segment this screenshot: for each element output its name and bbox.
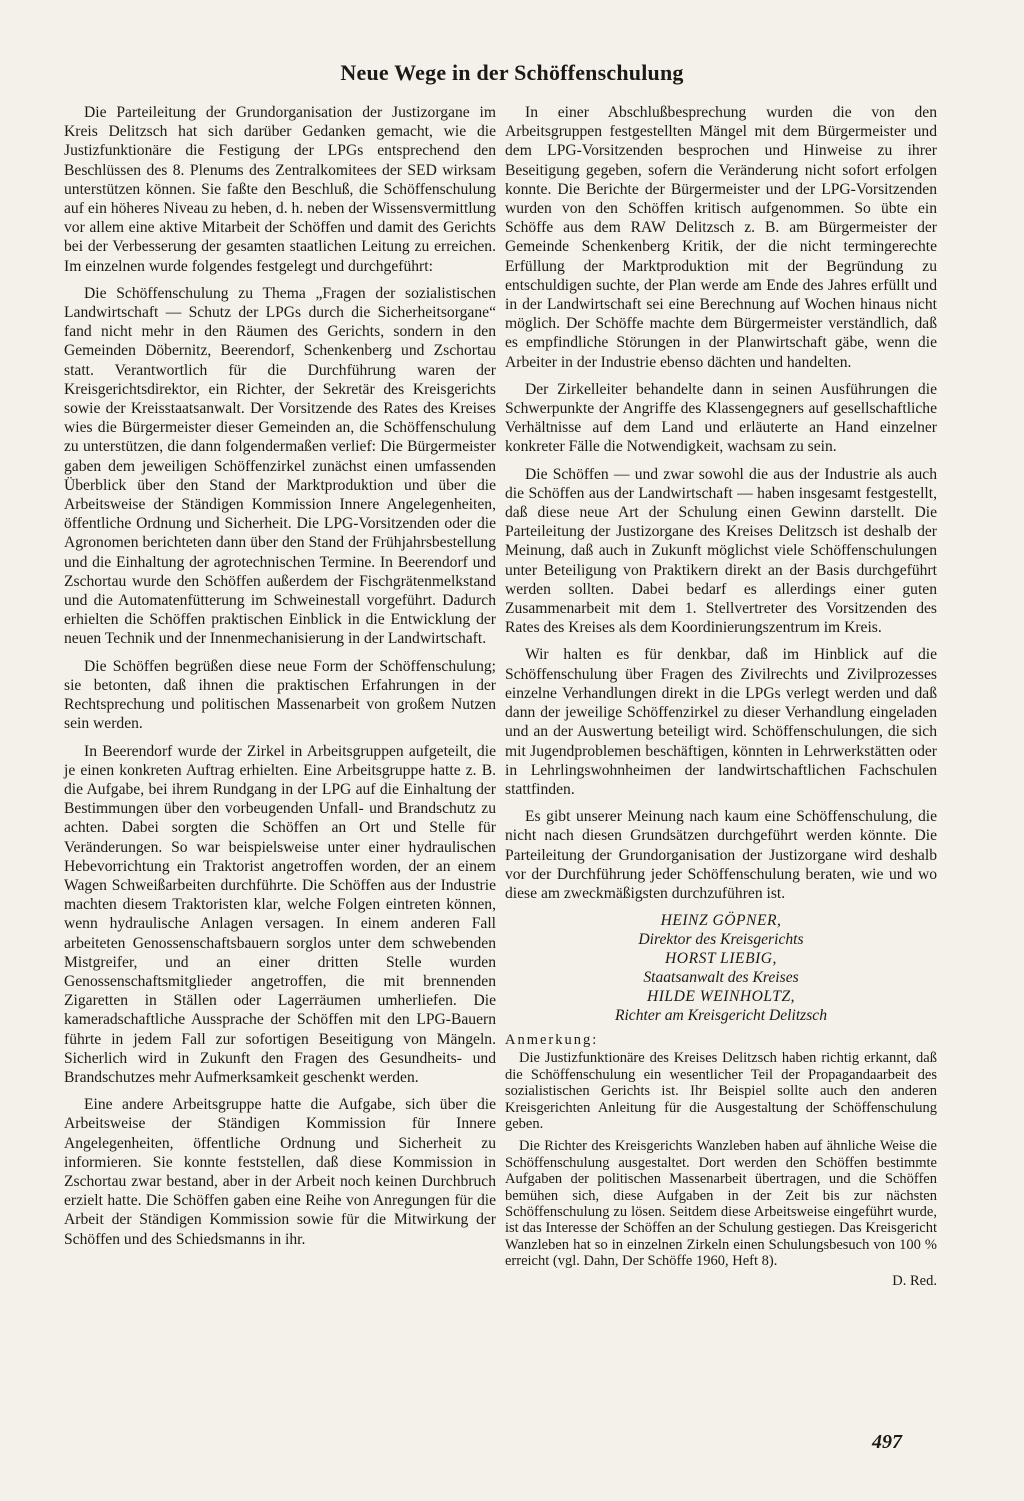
signature-role: Staatsanwalt des Kreises bbox=[643, 969, 799, 987]
note-paragraph: Die Justizfunktionäre des Kreises Delitzsch haben richtig erkannt, daß die Schöffenschulung ein wesentlicher Teil der Propagandaarbeit des sozialistischen Gerichts ist. Ihr Beispiel sollte auch den anderen Kreisgerichten Anleitung für die Ausgestaltung der Schöffenschulung geben. bbox=[505, 1050, 937, 1132]
paragraph: Der Zirkelleiter behandelte dann in seinen Ausführungen die Schwerpunkte der Angriffe des Klassengegners auf gesellschaftliche Verhältnisse auf dem Land und erläuterte an Hand einzelner konkreter Fälle die Notwendigkeit, wachsam zu sein. bbox=[505, 380, 937, 456]
signature-role: Richter am Kreisgericht Delitzsch bbox=[614, 1007, 828, 1025]
signature-name: HILDE WEINHOLTZ, bbox=[646, 988, 796, 1006]
signature-name: HEINZ GÖPNER, bbox=[660, 912, 782, 930]
page-number: 497 bbox=[872, 1431, 902, 1453]
paragraph: Die Parteileitung der Grundorganisation der Justizorgane im Kreis Delitzsch hat sich darüber Gedanken gemacht, wie die Justizfunktionäre die Festigung der LPGs entsprechend den Beschlüssen des 8. Plenums des Zentralkomitees der SED wirksam unterstützen können. Sie faßte den Beschluß, die Schöffenschulung auf ein höheres Niveau zu heben, d. h. neben der Wissensvermittlung vor allem eine aktive Mitarbeit der Schöffen und damit des Gerichts bei der Verbesserung der gesamten staatlichen Leitung zu erreichen. Im einzelnen wurde folgendes festgelegt und durchgeführt: bbox=[64, 104, 496, 275]
paragraph: Eine andere Arbeitsgruppe hatte die Aufgabe, sich über die Arbeitsweise der Ständigen Kommission für Innere Angelegenheiten, öffentliche Ordnung und Sicherheit zu informieren. Sie konnte feststellen, daß diese Kommission in Zschortau zwar bestand, aber in der Arbeit noch keinen Durchbruch erzielt hatte. Die Schöffen gaben eine Reihe von Anregungen für die Arbeit der Ständigen Kommission sowie für die Mitwirkung der Schöffen und des Schiedsmanns in ihr. bbox=[64, 1096, 496, 1248]
paragraph: In Beerendorf wurde der Zirkel in Arbeitsgruppen aufgeteilt, die je einen konkreten Auftrag erhielten. Eine Arbeitsgruppe hatte z. B. die Aufgabe, bei ihrem Rundgang in der LPG auf die Einhaltung der Bestimmungen über den vorbeugenden Unfall- und Brandschutz zu achten. Dabei sorgten die Schöffen an Ort und Stelle für Veränderungen. So war beispielsweise unter einer hydraulischen Hebevorrichtung ein Traktorist angetroffen worden, der an einem Wagen Schweißarbeiten durchführte. Die Schöffen aus der Industrie machten diesem Traktoristen klar, welche Folgen eintreten können, wenn hydraulische Anlagen versagen. In einem anderen Fall arbeiteten Genossenschaftsbauern sorglos unter dem schwebenden Mistgreifer, und an einer dritten Stelle wurden Genossenschaftsmitglieder angetroffen, die mit brennenden Zigaretten in Ställen oder Lagerräumen umherliefen. Die kameradschaftliche Aussprache der Schöffen mit den LPG-Bauern führte in jedem Fall zur sofortigen Beseitigung von Mängeln. Sicherlich wird in Zukunft den Fragen des Gesundheits- und Brandschutzes mehr Aufmerksamkeit geschenkt werden. bbox=[64, 742, 496, 1086]
left-column bbox=[64, 103, 496, 1257]
note-label: Anmerkung: bbox=[505, 1032, 599, 1049]
editorial-note bbox=[505, 1050, 937, 1269]
paragraph: Wir halten es für denkbar, daß im Hinblick auf die Schöffenschulung über Fragen des Zivilrechts und Zivilprozesses einzelne Verhandlungen direkt in die LPGs verlegt werden und daß dann der jeweilige Schöffenzirkel zu dieser Verhandlung eingeladen und an der Auswertung beteiligt wird. Schöffenschulungen, die sich mit Jugendproblemen beschäftigen, könnten in Lehrwerkstätten oder in Lehrlingswohnheimen der landwirtschaftlichen Fachschulen stattfinden. bbox=[505, 646, 937, 798]
signature-name: HORST LIEBIG, bbox=[665, 950, 777, 968]
signature-role: Direktor des Kreisgerichts bbox=[638, 931, 804, 949]
signature-block bbox=[505, 911, 937, 1025]
note-signature: D. Red. bbox=[892, 1272, 937, 1289]
paragraph: In einer Abschlußbesprechung wurden die von den Arbeitsgruppen festgestellten Mängel mit dem Bürgermeister und dem LPG-Vorsitzenden besprochen und Hinweise zu ihrer Beseitigung gegeben, sofern die Veränderung nicht sofort erfolgen konnte. Die Berichte der Bürgermeister und der LPG-Vorsitzenden wurden von den Schöffen kritisch aufgenommen. So übte ein Schöffe aus dem RAW Delitzsch z. B. am Bürgermeister der Gemeinde Schenkenberg Kritik, der die nicht termingerechte Erfüllung der Marktproduktion mit der Begründung zu entschuldigen suchte, der Plan werde am Ende des Jahres erfüllt und in der Landwirtschaft sei eine Berechnung auf Wochen hinaus nicht möglich. Der Schöffe machte dem Bürgermeister verständlich, daß es empfindliche Störungen in der Planwirtschaft gäbe, wenn die Arbeiter in der Industrie ebenso dächten und handelten. bbox=[505, 104, 937, 371]
paragraph: Die Schöffenschulung zu Thema „Fragen der sozialistischen Landwirtschaft — Schutz der LPGs durch die Sicherheitsorgane“ fand nicht mehr in den Räumen des Gerichts, sondern in den Gemeinden Döbernitz, Beerendorf, Schenkenberg und Zschortau statt. Verantwortlich für die Durchführung waren der Kreisgerichtsdirektor, ein Richter, der Sekretär des Kreisgerichts sowie der Kreisstaatsanwalt. Der Vorsitzende des Rates des Kreises wies die Bürgermeister dieser Gemeinden an, die Schöffenschulung zu unterstützen, die dann folgendermaßen verlief: Die Bürgermeister gaben dem jeweiligen Schöffenzirkel zunächst einen umfassenden Überblick über den Stand der Marktproduktion und über die Arbeitsweise der Ständigen Kommission Innere Angelegenheiten, öffentliche Ordnung und Sicherheit. Die LPG-Vorsitzenden oder die Agronomen berichteten dann über den Stand der Frühjahrsbestellung und die Einhaltung der agrotechnischen Termine. In Beerendorf und Zschortau wurde den Schöffen außerdem der Fischgrätenmelkstand und die Automatenfütterung im Schweinestall vorgeführt. Dadurch erhielten die Schöffen praktischen Einblick in die Entwicklung der neuen Technik und der Innenmechanisierung in der Landwirtschaft. bbox=[64, 284, 496, 648]
paragraph: Die Schöffen — und zwar sowohl die aus der Industrie als auch die Schöffen aus der Landwirtschaft — haben insgesamt festgestellt, daß diese neue Art der Schulung einen Gewinn darstellt. Die Parteileitung der Justizorgane des Kreises Delitzsch ist deshalb der Meinung, daß auch in Zukunft möglichst viele Schöffenschulungen unter Beteiligung von Praktikern direkt an der Basis durchgeführt werden sollten. Dabei bedarf es allerdings einer guten Zusammenarbeit mit dem 1. Stellvertreter des Vorsitzenden des Rates des Kreises als dem Koordinierungszentrum im Kreis. bbox=[505, 465, 937, 637]
right-column bbox=[505, 103, 937, 1291]
note-paragraph: Die Richter des Kreisgerichts Wanzleben haben auf ähnliche Weise die Schöffenschulung ausgestaltet. Dort werden den Schöffen bestimmte Aufgaben der politischen Massenarbeit übertragen, und die Schöffen bemühen sich, diese Aufgaben in der Zeit bis zur nächsten Schöffenschulung zu lösen. Seitdem diese Arbeitsweise eingeführt wurde, ist das Interesse der Schöffen an der Schulung gestiegen. Das Kreisgericht Wanzleben hat so in einzelnen Zirkeln einen Schulungsbesuch von 100 % erreicht (vgl. Dahn, Der Schöffe 1960, Heft 8). bbox=[505, 1138, 937, 1270]
paragraph: Die Schöffen begrüßen diese neue Form der Schöffenschulung; sie betonten, daß ihnen die praktischen Erfahrungen in der Rechtsprechung und politischen Massenarbeit von großem Nutzen sein werden. bbox=[64, 657, 496, 733]
paragraph: Es gibt unserer Meinung nach kaum eine Schöffenschulung, die nicht nach diesen Grundsätzen durchgeführt werden könnte. Die Parteileitung der Grundorganisation der Justizorgane wird deshalb vor der Durchführung jeder Schöffenschulung beraten, wie und wo diese am zweckmäßigsten durchzuführen ist. bbox=[505, 808, 937, 902]
article-title: Neue Wege in der Schöffenschulung bbox=[340, 60, 684, 85]
